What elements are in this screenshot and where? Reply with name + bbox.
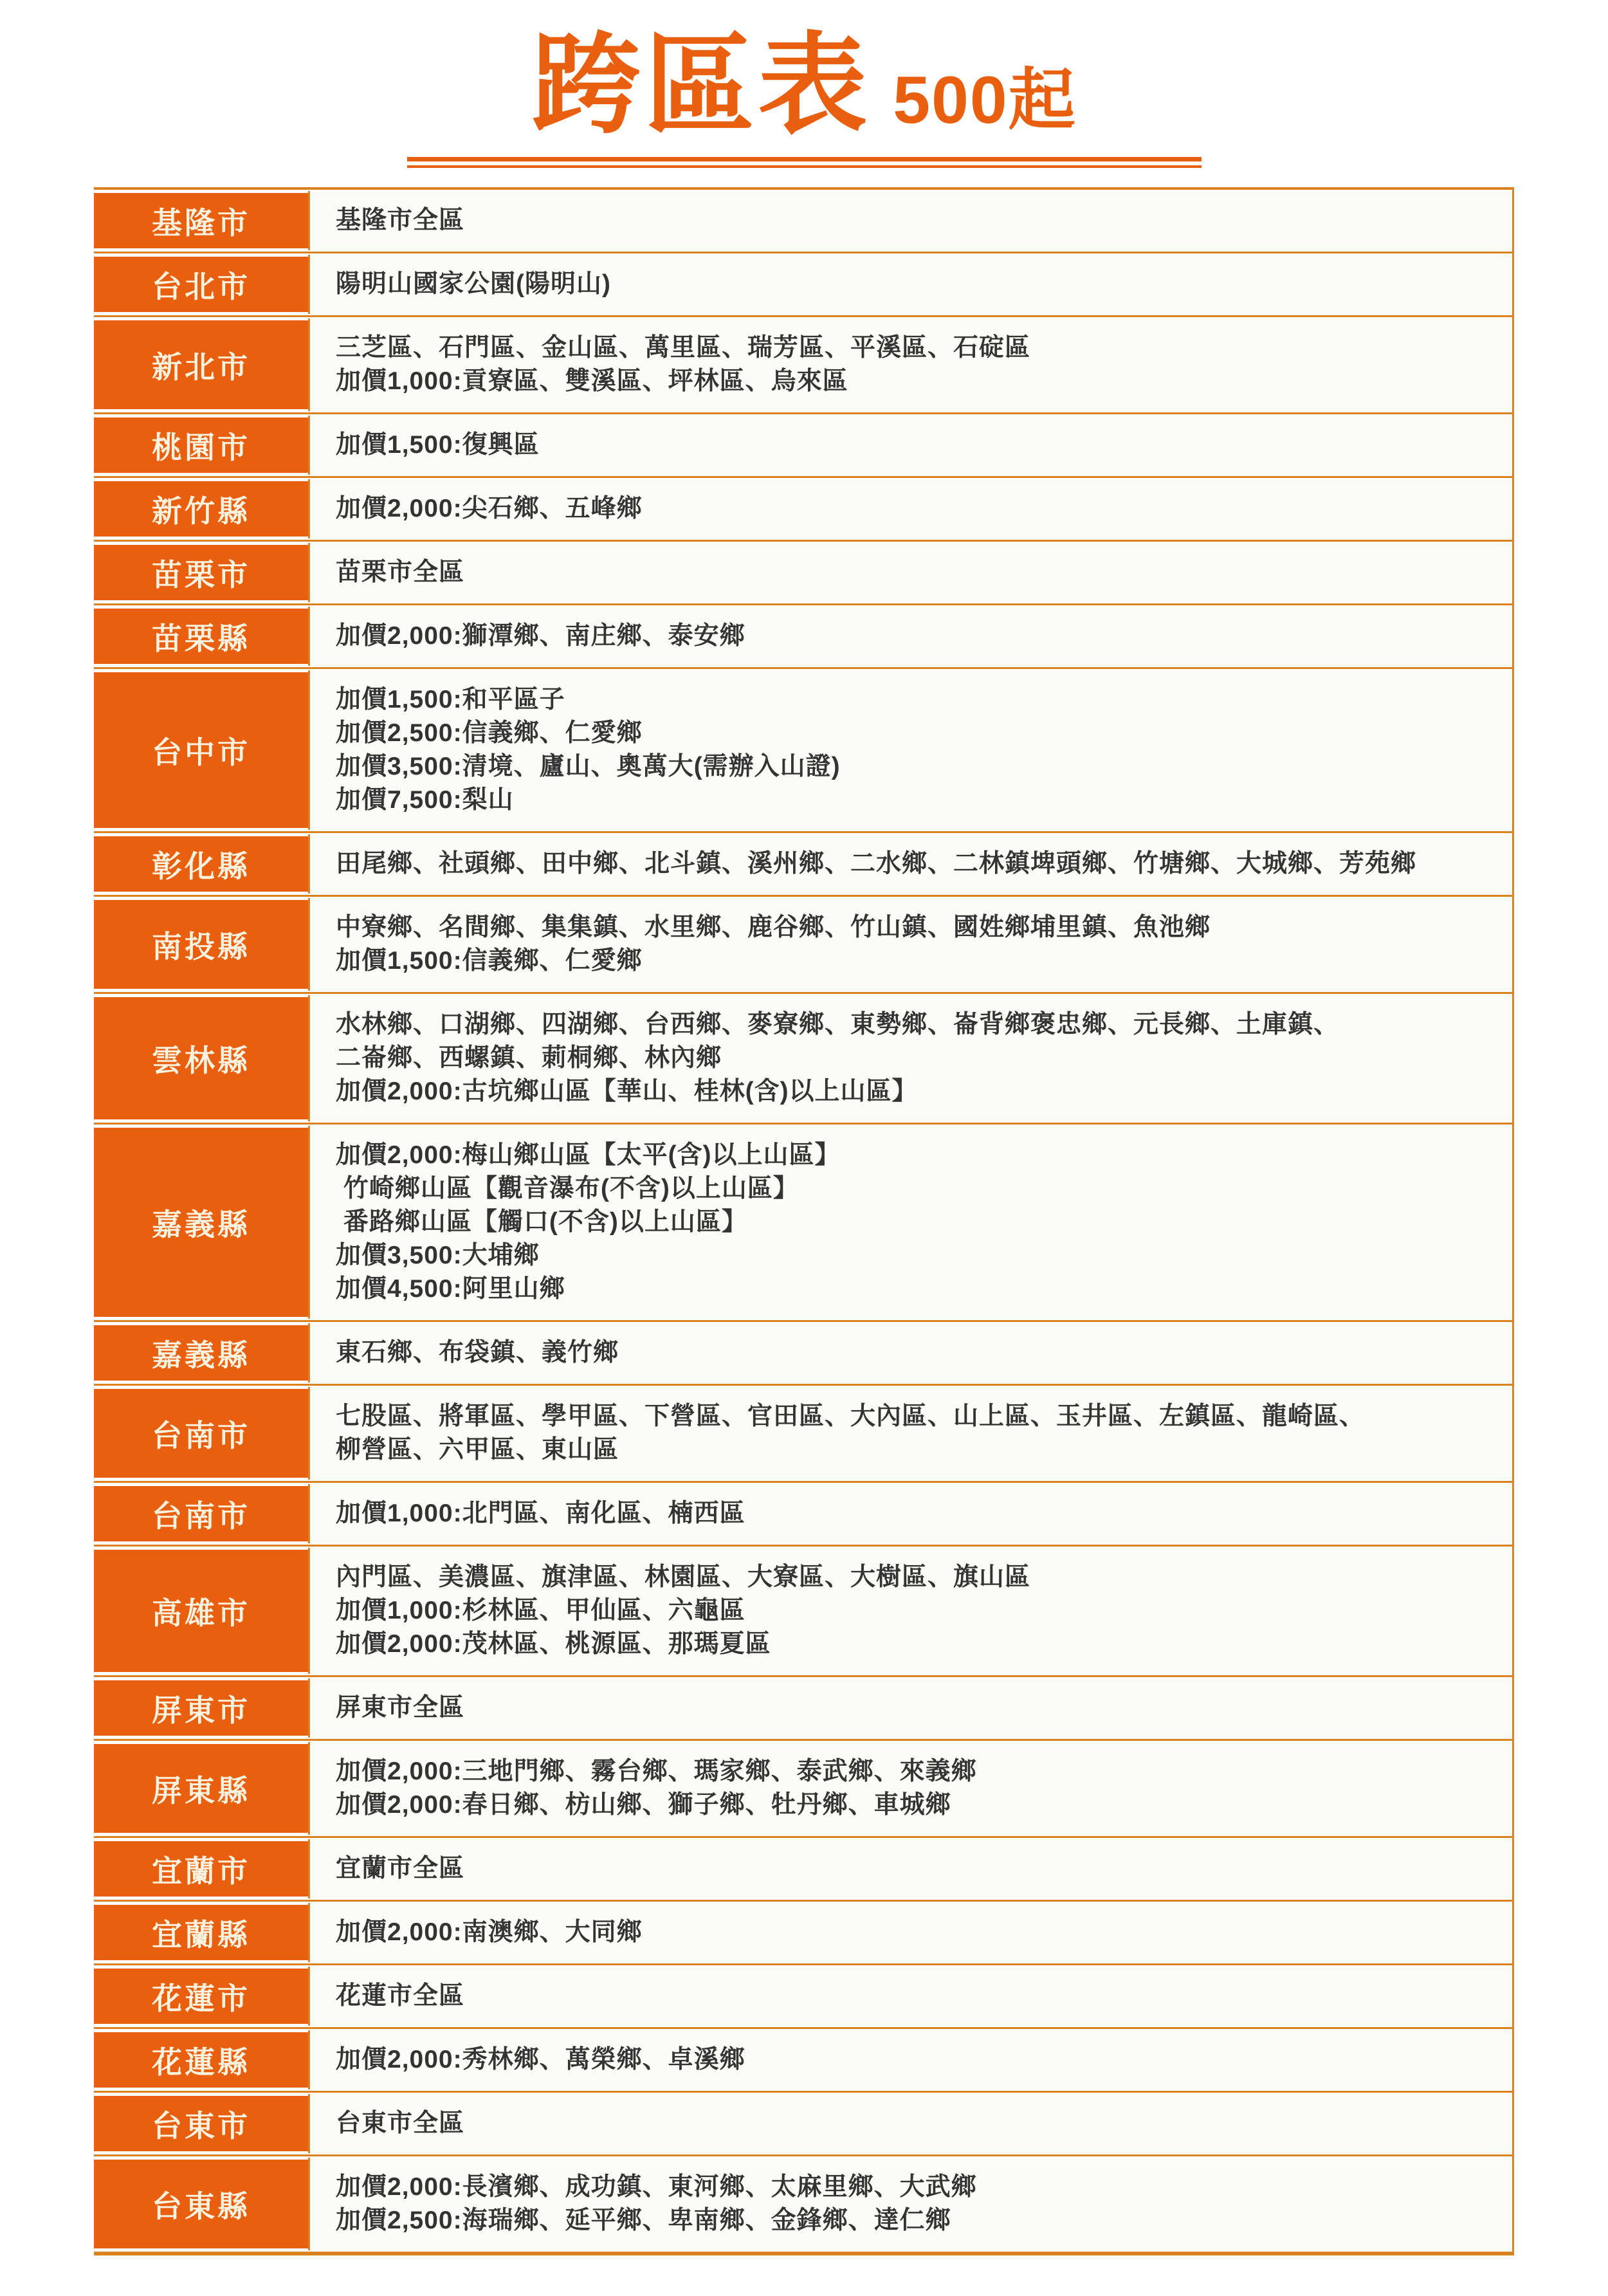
table-row: [94, 833, 1512, 897]
region-cell: [94, 672, 308, 828]
region-cell: [94, 609, 308, 664]
district-detail: [308, 318, 1512, 411]
detail-line: 加價1,000:北門區、南化區、楠西區: [336, 1500, 745, 1527]
district-detail: [308, 1967, 1512, 2026]
table-row: [94, 1483, 1512, 1547]
district-detail: [308, 834, 1512, 894]
detail-line: 加價2,500:信義鄉、仁愛鄉: [336, 719, 643, 747]
detail-line: 加價3,500:清境、廬山、奧萬大(需辦入山證): [336, 753, 841, 780]
table-row: [94, 190, 1512, 253]
region-label: 台中市: [152, 735, 250, 769]
table-row: [94, 1902, 1512, 1965]
region-cell: [94, 1969, 308, 2024]
detail-line: 東石鄉、布袋鎮、義竹鄉: [336, 1339, 619, 1366]
region-label: 雲林縣: [152, 1043, 250, 1078]
detail-line: 柳營區、六甲區、東山區: [336, 1436, 619, 1464]
detail-line: 加價2,000:獅潭鄉、南庄鄉、泰安鄉: [336, 622, 745, 650]
district-detail: [308, 1484, 1512, 1543]
detail-line: 田尾鄉、社頭鄉、田中鄉、北斗鎮、溪州鄉、二水鄉、二林鎮埤頭鄉、竹塘鄉、大城鄉、芳苑鄉: [336, 850, 1417, 877]
detail-line: 加價3,500:大埔鄉: [336, 1242, 540, 1269]
region-cell: [94, 545, 308, 600]
region-cell: [94, 1841, 308, 1896]
detail-line: 加價2,000:三地門鄉、霧台鄉、瑪家鄉、泰武鄉、來義鄉: [336, 1758, 977, 1785]
table-row: [94, 317, 1512, 414]
district-detail: [308, 479, 1512, 538]
page-title: [0, 24, 1608, 147]
detail-line: 基隆市全區: [336, 207, 465, 234]
region-cell: [94, 1486, 308, 1541]
table-row: [94, 1838, 1512, 1902]
district-detail: [308, 543, 1512, 602]
district-detail: [308, 1903, 1512, 1962]
district-detail: [308, 670, 1512, 830]
detail-line: 竹崎鄉山區【觀音瀑布(不含)以上山區】: [336, 1175, 799, 1202]
region-label: 屏東縣: [152, 1773, 250, 1808]
region-cell: [94, 900, 308, 989]
table-row: [94, 478, 1512, 542]
region-label: 基隆市: [152, 205, 250, 240]
region-cell: [94, 836, 308, 892]
detail-line: 加價2,000:古坑鄉山區【華山、桂林(含)以上山區】: [336, 1078, 918, 1105]
detail-line: 加價7,500:梨山: [336, 786, 514, 814]
region-label: 彰化縣: [152, 849, 250, 883]
region-cell: [94, 418, 308, 473]
region-cell: [94, 1744, 308, 1833]
region-label: 花蓮市: [152, 1981, 250, 2016]
page-header: [0, 0, 1608, 168]
table-row: [94, 1322, 1512, 1386]
title-main: 跨區表: [531, 24, 872, 147]
region-cell: [94, 2032, 308, 2088]
table-row: [94, 1386, 1512, 1483]
region-label: 新北市: [152, 349, 250, 384]
detail-line: 屏東市全區: [336, 1694, 465, 1722]
region-cell: [94, 320, 308, 409]
region-label: 台北市: [152, 269, 250, 304]
detail-line: 加價2,000:春日鄉、枋山鄉、獅子鄉、牡丹鄉、車城鄉: [336, 1791, 951, 1819]
region-cell: [94, 1680, 308, 1736]
region-table: [94, 187, 1514, 2255]
table-row: [94, 2029, 1512, 2093]
region-cell: [94, 193, 308, 248]
table-row: [94, 2093, 1512, 2156]
table-row: [94, 542, 1512, 605]
region-label: 苗栗縣: [152, 621, 250, 656]
detail-line: 花蓮市全區: [336, 1982, 465, 2010]
region-label: 台南市: [152, 1498, 250, 1533]
detail-line: 加價2,000:尖石鄉、五峰鄉: [336, 495, 643, 522]
region-cell: [94, 1325, 308, 1381]
district-detail: [308, 416, 1512, 475]
detail-line: 陽明山國家公園(陽明山): [336, 270, 611, 298]
district-detail: [308, 995, 1512, 1121]
table-row: [94, 994, 1512, 1125]
region-label: 台南市: [152, 1418, 250, 1453]
detail-line: 二崙鄉、西螺鎮、莿桐鄉、林內鄉: [336, 1044, 722, 1072]
district-detail: [308, 1126, 1512, 1319]
table-row: [94, 1677, 1512, 1741]
region-label: 新竹縣: [152, 493, 250, 528]
table-row: [94, 2156, 1512, 2252]
table-row: [94, 669, 1512, 833]
region-label: 花蓮縣: [152, 2044, 250, 2079]
region-label: 宜蘭縣: [152, 1917, 250, 1952]
region-label: 宜蘭市: [152, 1853, 250, 1888]
region-cell: [94, 257, 308, 312]
table-row: [94, 897, 1512, 994]
detail-line: 七股區、將軍區、學甲區、下營區、官田區、大內區、山上區、玉井區、左鎮區、龍崎區、: [336, 1402, 1366, 1430]
detail-line: 加價2,500:海瑞鄉、延平鄉、卑南鄉、金鋒鄉、達仁鄉: [336, 2207, 951, 2234]
region-cell: [94, 1550, 308, 1672]
table-row: [94, 1547, 1512, 1677]
title-badge: 500起: [893, 63, 1077, 138]
district-detail: [308, 1387, 1512, 1480]
region-label: 台東市: [152, 2108, 250, 2143]
district-detail: [308, 607, 1512, 666]
detail-line: 加價2,000:南澳鄉、大同鄉: [336, 1918, 643, 1946]
region-label: 南投縣: [152, 929, 250, 964]
table-row: [94, 253, 1512, 317]
district-detail: [308, 1839, 1512, 1898]
table-row: [94, 605, 1512, 669]
region-cell: [94, 481, 308, 537]
detail-line: 加價2,000:梅山鄉山區【太平(含)以上山區】: [336, 1141, 841, 1169]
detail-line: 加價1,500:復興區: [336, 431, 540, 459]
detail-line: 番路鄉山區【觸口(不含)以上山區】: [336, 1208, 747, 1236]
detail-line: 加價1,500:信義鄉、仁愛鄉: [336, 947, 643, 975]
detail-line: 台東市全區: [336, 2109, 465, 2137]
district-detail: [308, 255, 1512, 314]
detail-line: 中寮鄉、名間鄉、集集鎮、水里鄉、鹿谷鄉、竹山鎮、國姓鄉埔里鎮、魚池鄉: [336, 914, 1211, 941]
district-detail: [308, 2030, 1512, 2089]
detail-line: 苗栗市全區: [336, 558, 465, 586]
region-cell: [94, 2096, 308, 2151]
table-row: [94, 1741, 1512, 1838]
table-row: [94, 1965, 1512, 2029]
region-label: 高雄市: [152, 1595, 250, 1630]
detail-line: 水林鄉、口湖鄉、四湖鄉、台西鄉、麥寮鄉、東勢鄉、崙背鄉褒忠鄉、元長鄉、土庫鎮、: [336, 1011, 1340, 1038]
detail-line: 內門區、美濃區、旗津區、林園區、大寮區、大樹區、旗山區: [336, 1563, 1031, 1591]
region-cell: [94, 2160, 308, 2248]
detail-line: 三芝區、石門區、金山區、萬里區、瑞芳區、平溪區、石碇區: [336, 334, 1031, 362]
detail-line: 加價2,000:茂林區、桃源區、那瑪夏區: [336, 1630, 771, 1658]
district-detail: [308, 898, 1512, 991]
detail-line: 宜蘭市全區: [336, 1855, 465, 1882]
region-label: 桃園市: [152, 430, 250, 464]
district-detail: [308, 1742, 1512, 1835]
region-label: 苗栗市: [152, 557, 250, 592]
district-detail: [308, 2158, 1512, 2250]
detail-line: 加價2,000:秀林鄉、萬榮鄉、卓溪鄉: [336, 2046, 745, 2073]
district-detail: [308, 1678, 1512, 1738]
district-detail: [308, 2094, 1512, 2153]
region-label: 屏東市: [152, 1693, 250, 1727]
region-label: 嘉義縣: [152, 1337, 250, 1372]
region-label: 嘉義縣: [152, 1207, 250, 1242]
region-label: 台東縣: [152, 2189, 250, 2223]
region-cell: [94, 1389, 308, 1478]
table-row: [94, 414, 1512, 478]
title-underline: [407, 157, 1201, 168]
district-detail: [308, 1323, 1512, 1382]
detail-line: 加價1,500:和平區子: [336, 686, 565, 713]
region-cell: [94, 997, 308, 1119]
region-cell: [94, 1128, 308, 1317]
detail-line: 加價1,000:貢寮區、雙溪區、坪林區、烏來區: [336, 367, 848, 395]
district-detail: [308, 1548, 1512, 1674]
detail-line: 加價2,000:長濱鄉、成功鎮、東河鄉、太麻里鄉、大武鄉: [336, 2173, 977, 2201]
detail-line: 加價1,000:杉林區、甲仙區、六龜區: [336, 1597, 745, 1624]
district-detail: [308, 191, 1512, 250]
region-cell: [94, 1905, 308, 1960]
detail-line: 加價4,500:阿里山鄉: [336, 1275, 565, 1303]
table-row: [94, 1125, 1512, 1322]
